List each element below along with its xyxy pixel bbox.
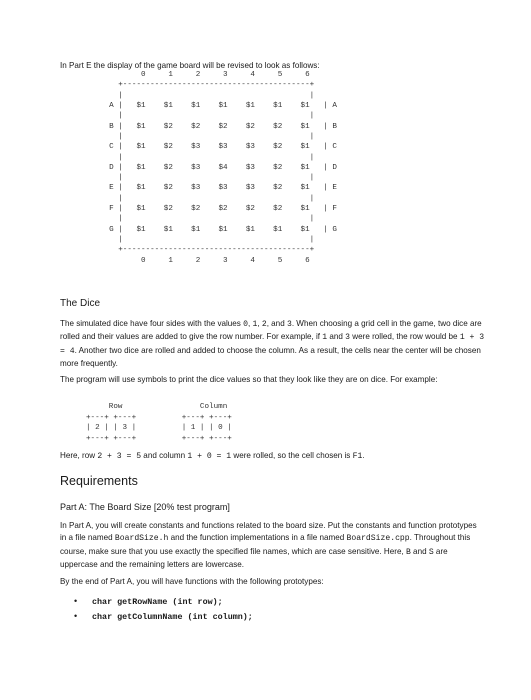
intro-paragraph: In Part E the display of the game board will be revised to look as follows:	[60, 61, 320, 70]
board-row-g: G | $1 $1 $1 $1 $1 $1 $1 | G	[100, 225, 337, 234]
board-spacer: | |	[100, 174, 315, 183]
board-row-b: B | $1 $2 $2 $2 $2 $2 $1 | B	[100, 122, 337, 131]
dice-top-border: +---+ +---+ +---+ +---+	[86, 413, 232, 422]
board-spacer: | |	[100, 215, 315, 224]
dice-paragraph-1: The simulated dice have four sides with the values 0, 1, 2, and 3. When choosing a grid cell in the game, two dice are rolled and their values are added to give the row number. For example, if 1 and 3 were rolled, the row would be 1 + 3 = 4. Another two dice are rolled and added to choose the column. As a result, the cells near the center will be chosen more frequently.	[60, 319, 485, 369]
board-row-f: F | $1 $2 $2 $2 $2 $2 $1 | F	[100, 205, 337, 214]
board-row-e: E | $1 $2 $3 $3 $3 $2 $1 | E	[100, 184, 337, 193]
board-column-header: 0 1 2 3 4 5 6	[100, 71, 310, 79]
dice-values: | 2 | | 3 | | 1 | | 0 |	[86, 424, 232, 433]
game-board-display	[100, 70, 337, 266]
board-spacer: | |	[100, 236, 315, 244]
dice-bottom-border: +---+ +---+ +---+ +---+	[86, 434, 232, 443]
dice-paragraph-2: The program will use symbols to print the dice values so that they look like they are on dice. For example:	[60, 375, 438, 384]
prototype-get-column-name: char getColumnName (int column);	[92, 612, 253, 622]
board-row-c: C | $1 $2 $3 $3 $3 $2 $1 | C	[100, 143, 337, 152]
part-a-paragraph-2: By the end of Part A, you will have functions with the following prototypes:	[60, 577, 324, 586]
dice-example	[86, 402, 232, 444]
part-a-paragraph-1: In Part A, you will create constants and functions related to the board size. Put the constants and function prototypes in a file named BoardSize.h and the function implementations in a file named BoardSize.cpp. Throughout this course, make sure that you use exactly the specified file names, which are case sensitive. Here, B and S are uppercase and the remaining letters are lowercase.	[60, 521, 477, 570]
board-top-border: +-----------------------------------------+	[100, 81, 315, 90]
part-a-heading: Part A: The Board Size [20% test program]	[60, 502, 230, 512]
dice-heading: The Dice	[60, 298, 101, 309]
prototype-get-row-name: char getRowName (int row);	[92, 597, 223, 607]
bullet-icon: •	[74, 596, 78, 606]
board-bottom-border: +-----------------------------------------+	[100, 246, 315, 255]
board-spacer: | |	[100, 153, 315, 162]
board-column-footer: 0 1 2 3 4 5 6	[100, 256, 310, 265]
board-spacer: | |	[100, 91, 315, 100]
board-spacer: | |	[100, 112, 315, 121]
dice-labels: Row Column	[86, 403, 228, 411]
requirements-heading: Requirements	[60, 474, 138, 488]
board-spacer: | |	[100, 132, 315, 141]
prototype-list	[74, 596, 253, 626]
board-row-d: D | $1 $2 $3 $4 $3 $2 $1 | D	[100, 163, 337, 172]
board-row-a: A | $1 $1 $1 $1 $1 $1 $1 | A	[100, 101, 337, 110]
list-item	[74, 596, 253, 611]
bullet-icon: •	[74, 611, 78, 621]
list-item	[74, 611, 253, 626]
board-spacer: | |	[100, 194, 315, 203]
dice-paragraph-3: Here, row 2 + 3 = 5 and column 1 + 0 = 1 were rolled, so the cell chosen is F1.	[60, 451, 365, 461]
